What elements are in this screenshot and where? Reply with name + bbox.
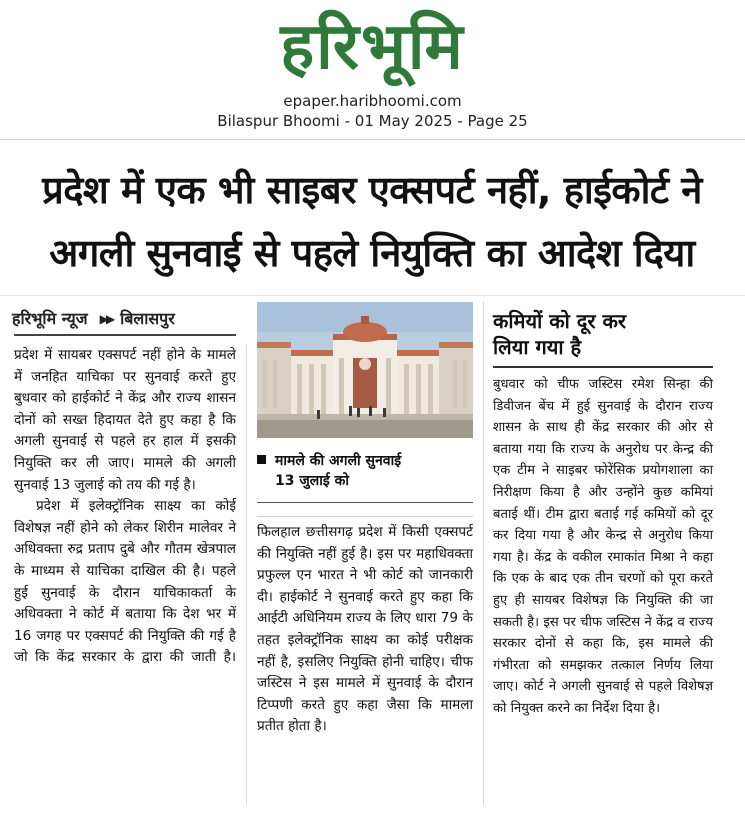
byline-agency: हरिभूमि न्यूज [12,309,88,328]
photo-caption [257,451,473,491]
caption-line-1: मामले की अगली सुनवाई [275,453,402,469]
sidebar-subhead [493,308,713,360]
headline-line-2: अगली सुनवाई से पहले नियुक्ति का आदेश दिया [49,231,695,275]
article-paragraph: प्रदेश में इलेक्ट्रॉनिक साक्ष्य का कोई विशेषज्ञ नहीं होने को लेकर शिरीन मालेवर ने अधिवक्ता रुद्र प्रताप दुबे और गौतम खेत्रपाल के माध्यम से याचिका दाखिल की है। पहले हुई सुनवाई के दौरान याचिकाकर्ता के अधिवक्ता ने कोर्ट में बताया कि देश भर में 16 जगह पर एक्सपर्ट की नियुक्ति की गई है जो कि केंद्र सरकार के द्वारा की जाती है। [14,498,236,666]
masthead [0,0,745,140]
haribhoomi-logo: हरिभूमि [280,10,465,84]
caption-rule [257,502,473,503]
caption-line-2: 13 जुलाई को [275,473,349,489]
article-column-1 [14,345,236,669]
article-column-2 [257,522,473,738]
headline-divider [0,295,745,296]
high-court-photo [257,302,473,438]
subhead-line-2: लिया गया है [493,335,582,359]
site-url[interactable]: epaper.haribhoomi.com [283,92,462,110]
caption-rule-light [257,516,473,517]
headline-line-1: प्रदेश में एक भी साइबर एक्सपर्ट नहीं, हाईकोर्ट ने [42,168,702,212]
byline-city: बिलासपुर [120,309,175,328]
sidebar-paragraph: बुधवार को चीफ जस्टिस रमेश सिन्हा की डिवीजन बेंच में हुई सुनवाई के दौरान राज्य शासन के साथ ही केंद्र सरकार की ओर से बताया गया कि राज्य के अनुरोध पर केन्द्र की एक टीम ने साइबर फोरेंसिक प्रयोगशाला का निरीक्षण किया है और उन्होंने कुछ कमियां बताई थीं। टीम द्वारा बताई गई कमियों को दूर कर दिया गया है और केन्द्र से अनुरोध किया गया है। केंद्र के वकील रमाकांत मिश्रा ने कहा कि एक के बाद एक तीन चरणों को पूरा करते हुए ही सायबर विशेषज्ञ कि नियुक्ति की जा सकती है। इस पर चीफ जस्टिस ने केंद्र व राज्य सरकार दोनों से कहा कि, इस मामले की गंभीरता को समझकर तत्काल निर्णय लिया जाए। कोर्ट ने अगली सुनवाई से पहले विशेषज्ञ को नियुक्त करने का निर्देश दिया है। [493,377,713,716]
byline-underline [14,334,236,336]
masthead-divider [0,139,745,140]
edition-line: Bilaspur Bhoomi - 01 May 2025 - Page 25 [217,112,528,130]
square-bullet-icon [257,455,266,464]
article-paragraph: प्रदेश में सायबर एक्सपर्ट नहीं होने के मामले में जनहित याचिका पर सुनवाई करते हुए बुधवार को हाईकोर्ट ने केंद्र और राज्य शासन दोनों को सख्त हिदायत देते हुए कहा है कि अगली सुनवाई से पहले हर हाल में इसकी नियुक्ति कर ली जाए। मामले की अगली सुनवाई 13 जुलाई को तय की गई है। [14,347,236,493]
column-divider [246,345,247,805]
byline [12,306,242,332]
high-court-building-illustration [257,302,473,438]
column-divider [483,302,484,805]
double-play-arrow-icon: ▶▶ [99,312,113,326]
sidebar-body [493,374,713,720]
article-paragraph: फिलहाल छत्तीसगढ़ प्रदेश में किसी एक्सपर्ट की नियुक्ति नहीं हुई है। इस पर महाधिवक्ता प्रफुल्ल एन भारत ने भी कोर्ट को जानकारी दी। हाईकोर्ट ने सुनवाई करते हुए कहा कि आईटी अधिनियम राज्य के लिए धारा 79 के तहत इलेक्ट्रॉनिक साक्ष्य का कोई परीक्षक नहीं है, इसलिए नियुक्ति होनी चाहिए। चीफ जस्टिस ने इस मामले में सुनवाई के दौरान टिप्पणी करते हुए कहा जैसा कि मामला प्रतीत होता है। [257,524,473,735]
subhead-line-1: कमियों को दूर कर [493,309,627,333]
subhead-underline [493,366,713,368]
